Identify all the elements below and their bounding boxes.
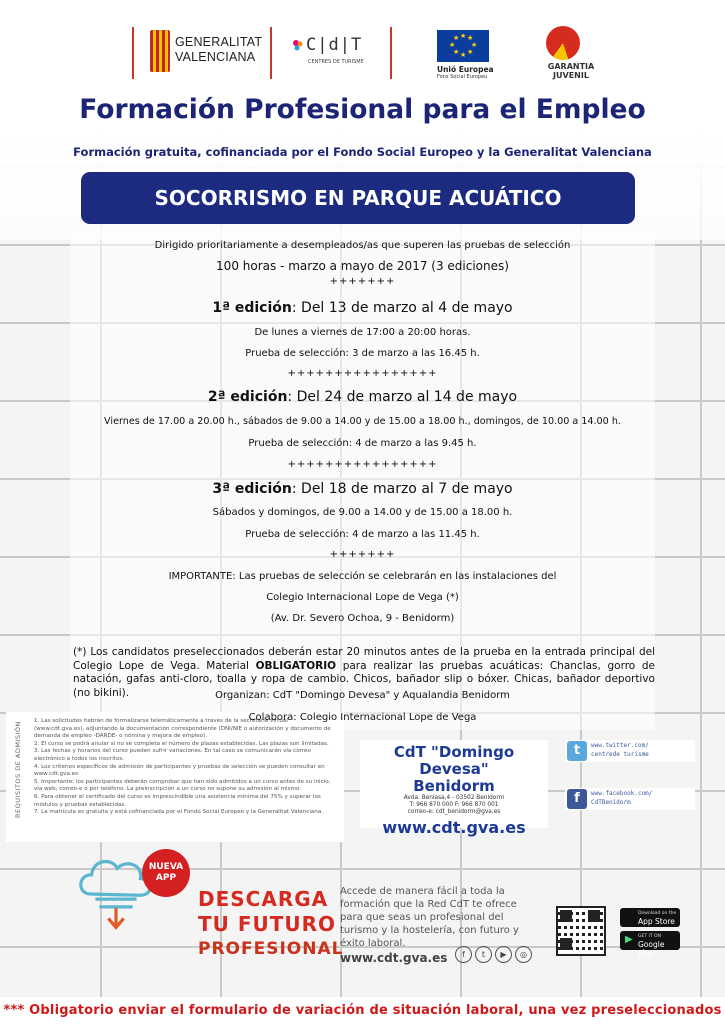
collaborators: Colabora: Colegio Internacional Lope de Vega (248, 712, 477, 723)
requirements-box (6, 712, 344, 842)
headline-line2: TU FUTURO (198, 912, 337, 936)
separator: ++++++++++++++++ (287, 459, 438, 470)
center-address: Avda. Beniasa,4 - 03502 Benidorm (403, 795, 505, 801)
eu-flag-icon: ★ ★ ★ ★ ★ ★ ★ ★ (437, 30, 489, 62)
facebook-link[interactable] (565, 788, 695, 810)
app-store-small: Download on the (638, 911, 677, 916)
divider-line (270, 27, 272, 79)
note-part1: (*) Los candidatos preseleccionados deberán estar 20 minutos antes de la prueba en la entrada principal del Colegio Lope de Vega. Material (73, 646, 655, 672)
center-phone: T: 966 870 000 F: 966 870 001 (409, 802, 499, 808)
separator: ++++++++++++++++ (287, 368, 438, 379)
edition-label: 2ª edición (207, 389, 288, 405)
app-description: Accede de manera fácil a toda la formación que la Red CdT te ofrece para que seas un profesional del turismo y la hostelería, con futuro y éxito laboral. (340, 886, 519, 949)
facebook-icon: f (567, 789, 587, 809)
google-play-label: Google play (638, 940, 665, 957)
important-line2: Colegio Internacional Lope de Vega (*) (266, 592, 459, 603)
app-store-label: App Store (638, 917, 675, 926)
twitter-url-line2: centrede turisme (591, 751, 649, 758)
cdt-logo (292, 33, 372, 73)
gj-disc-icon (546, 26, 580, 60)
twitter-icon[interactable]: t (475, 946, 492, 963)
edition-label: 3ª edición (212, 481, 292, 497)
important-line1: IMPORTANTE: Las pruebas de selección se celebrarán en las instalaciones del (168, 571, 557, 582)
edition-dates: : Del 24 de marzo al 14 de mayo (287, 389, 518, 405)
center-url[interactable]: www.cdt.gva.es (382, 818, 526, 837)
gv-crest-icon (150, 30, 170, 72)
garantia-juvenil-logo (540, 26, 600, 84)
app-url[interactable]: www.cdt.gva.es (340, 951, 448, 965)
requirement-item: 3. Las fechas y horarios del curso pueden sufrir variaciones. En tal caso se comunicarán vía correo electrónico a todos los inscritos. (34, 748, 311, 762)
app-store-button[interactable] (620, 908, 680, 927)
intro-line1: Dirigido prioritariamente a desempleados/as que superen las pruebas de selección (154, 240, 571, 251)
badge-line2: APP (155, 873, 177, 883)
edition-schedule: De lunes a viernes de 17:00 a 20:00 horas. (254, 327, 471, 338)
divider-line (390, 27, 392, 79)
headline-line3: PROFESIONAL (198, 939, 344, 959)
facebook-url-line1: www.facebook.com/ (591, 790, 653, 797)
twitter-url-line1: www.twitter.com/ (591, 742, 649, 749)
note-part2: para realizar las pruebas acuáticas: Chanclas, gorro de natación, gafas anti-cloro, toalla y ropa de cambio. Chicos, bañador slip o bóxer. Chicas, bañador deportivo (no bikini). (73, 659, 655, 699)
requirements-list (34, 718, 338, 817)
headline-line1: DESCARGA (198, 887, 329, 911)
eu-logo-text: Unió Europea (437, 65, 494, 74)
edition-label: 1ª edición (212, 300, 292, 316)
cdt-star-icon (292, 39, 304, 51)
app-cloud-graphic (46, 849, 196, 989)
twitter-link[interactable] (565, 740, 695, 762)
gv-logo-line1: GENERALITAT (175, 35, 263, 49)
requirement-item: 6. Para obtener el certificado del curso es imprescindible una asistencia mínima del 75% y superar los módulos y pruebas establecidas. (34, 793, 321, 808)
edition-heading (0, 481, 725, 497)
organizers: Organizan: CdT "Domingo Devesa" y Aqualandia Benidorm (215, 690, 510, 701)
edition-dates: : Del 13 de marzo al 4 de mayo (291, 300, 513, 316)
separator: +++++++ (329, 549, 396, 560)
eu-logo-sub: Fons Social Europeu (437, 74, 488, 80)
gj-logo-line1: GARANTIA (547, 62, 595, 71)
facebook-icon[interactable]: f (455, 946, 472, 963)
new-app-badge (142, 849, 190, 897)
footer-notice: *** Obligatorio enviar el formulario de variación de situación laboral, una vez preseleccionados (0, 997, 725, 1024)
google-play-button[interactable] (620, 931, 680, 957)
gj-logo-line2: JUVENIL (553, 71, 589, 80)
center-address-card (360, 740, 548, 837)
gv-logo-line2: VALENCIANA (175, 50, 256, 64)
requirement-item: 2. El curso se podrá anular si no se completa el número de plazas establecidas. Las plazas son limitadas. (34, 740, 329, 747)
requirement-item: 1. Las solicitudes habrán de formalizarse telemáticamente a través de la secretaría virtual (www.cdt.gva.es), adjuntando la documentación correspondiente (DNI/NIE o autorización y documento de demanda de empleo -DARDE- o nómina y mejora de empleo). (34, 718, 331, 740)
edition-heading (0, 389, 725, 405)
twitter-icon: t (567, 741, 587, 761)
page-title: Formación Profesional para el Empleo (79, 94, 646, 125)
center-name: CdT "Domingo Devesa" (393, 743, 515, 778)
center-city: Benidorm (413, 777, 495, 795)
cdt-logo-sub: CENTRES DE TURISME (308, 59, 364, 65)
divider-line (132, 27, 134, 79)
cdt-logo-text: C|d|T (306, 35, 363, 55)
qr-code (556, 906, 606, 956)
edition-schedule: Viernes de 17.00 a 20.00 h., sábados de 9.00 a 14.00 y de 15.00 a 18.00 h., domingos, de 10.00 a 14.00 h. (104, 416, 621, 427)
separator: +++++++ (329, 276, 396, 287)
page-subtitle: Formación gratuita, cofinanciada por el Fondo Social Europeo y la Generalitat Valenciana (73, 145, 652, 159)
edition-test: Prueba de selección: 4 de marzo a las 11.45 h. (245, 529, 480, 540)
requirements-side-label: REQUISITOS DE ADMISIÓN (14, 721, 22, 818)
important-line3: (Av. Dr. Severo Ochoa, 9 - Benidorm) (270, 613, 455, 624)
requirement-item: 4. Los criterios específicos de admisión de participantes y pruebas de selección se pueden consultar en www.cdt.gva.es (34, 763, 325, 778)
edition-dates: : Del 18 de marzo al 7 de mayo (291, 481, 513, 497)
badge-line1: NUEVA (148, 862, 184, 872)
edition-schedule: Sábados y domingos, de 9.00 a 14.00 y de 15.00 a 18.00 h. (212, 507, 513, 518)
instagram-icon[interactable]: ◎ (515, 946, 532, 963)
requirement-item: 5. Importante: los participantes deberán comprobar que han sido admitidos a un curso antes de su inicio, vía web, correo-e o por teléfono. La preinscripción a un curso no supone su admisión al mismo. (34, 778, 331, 793)
app-headline (198, 887, 343, 962)
youtube-icon[interactable]: ▶ (495, 946, 512, 963)
note-bold: OBLIGATORIO (255, 659, 337, 672)
edition-heading (0, 300, 725, 316)
course-title-banner: SOCORRISMO EN PARQUE ACUÁTICO (81, 172, 635, 224)
edition-test: Prueba de selección: 3 de marzo a las 16.45 h. (245, 348, 480, 359)
center-email: correo-e: cdt_benidorm@gva.es (407, 809, 501, 815)
union-europea-logo (437, 30, 497, 80)
facebook-url-line2: CdTBenidorm (591, 799, 631, 806)
requirement-item: 7. La matrícula es gratuita y está cofinanciada por el Fondo Social Europeo y la Generalitat Valenciana. (34, 809, 324, 816)
edition-test: Prueba de selección: 4 de marzo a las 9.45 h. (248, 438, 477, 449)
intro-line2: 100 horas - marzo a mayo de 2017 (3 ediciones) (216, 259, 509, 273)
generalitat-valenciana-logo (150, 30, 263, 74)
google-play-icon: ▶ (625, 934, 633, 945)
google-play-small: GET IT ON (638, 934, 661, 939)
